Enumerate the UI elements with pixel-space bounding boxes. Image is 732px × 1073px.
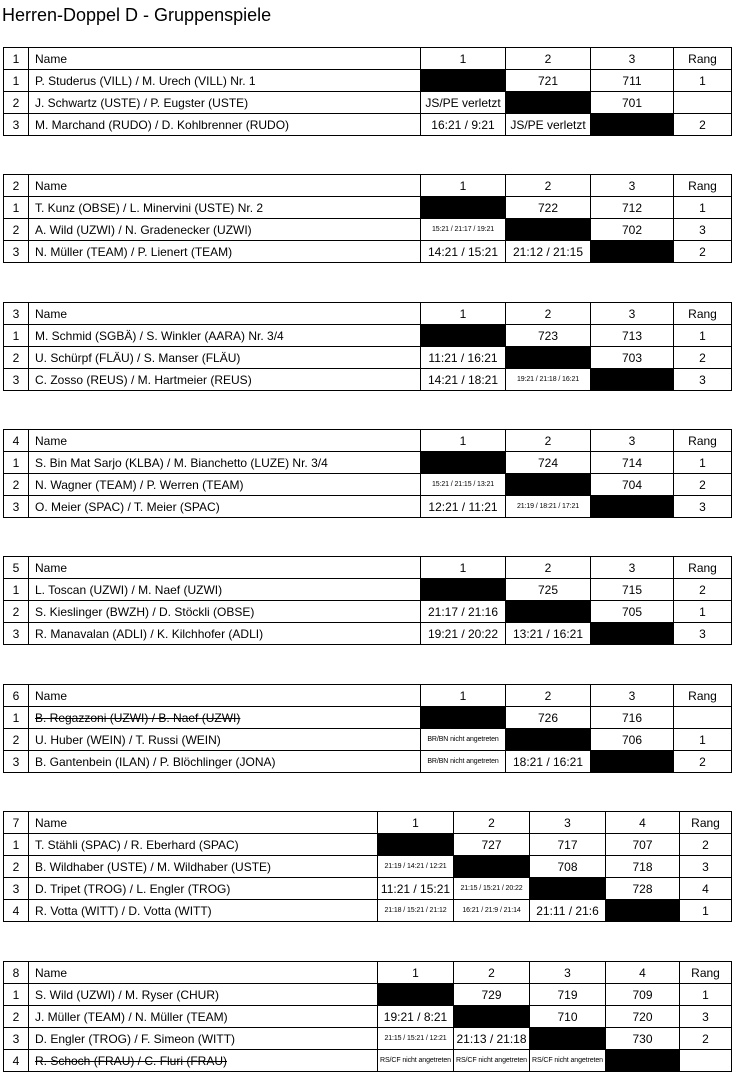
- group-number: 1: [4, 48, 29, 70]
- column-header: 1: [378, 962, 454, 984]
- score-cell: JS/PE verletzt: [421, 92, 506, 114]
- score-cell: 21:19 / 14:21 / 12:21: [378, 856, 454, 878]
- team-name-text: R. Schoch (FRAU) / C. Fluri (FRAU): [35, 1053, 228, 1068]
- table-row: [4, 729, 732, 751]
- rang-cell: 2: [680, 1028, 732, 1050]
- rang-header: Rang: [674, 685, 732, 707]
- score-cell: 11:21 / 16:21: [421, 347, 506, 369]
- rang-cell: 4: [680, 878, 732, 900]
- score-cell: 21:18 / 15:21 / 21:12: [378, 900, 454, 922]
- score-cell: 717: [530, 834, 606, 856]
- column-header: 1: [421, 175, 506, 197]
- team-name-text: R. Votta (WITT) / D. Votta (WITT): [35, 903, 212, 918]
- rang-cell: 2: [674, 474, 732, 496]
- score-cell: 21:12 / 21:15: [506, 241, 591, 263]
- column-header: 1: [421, 685, 506, 707]
- rang-cell: 1: [674, 197, 732, 219]
- team-name-text: S. Bin Mat Sarjo (KLBA) / M. Bianchetto (LUZE) Nr. 3/4: [35, 455, 328, 470]
- group-header-row: [4, 812, 732, 834]
- table-row: [4, 1050, 732, 1072]
- score-cell: 21:19 / 18:21 / 17:21: [506, 496, 591, 518]
- table-row: [4, 856, 732, 878]
- group-number: 5: [4, 557, 29, 579]
- row-position: 2: [4, 729, 29, 751]
- team-name-text: M. Schmid (SGBÄ) / S. Winkler (AARA) Nr. 3/4: [35, 328, 284, 343]
- group-header-row: [4, 430, 732, 452]
- score-cell: 701: [591, 92, 674, 114]
- table-row: [4, 984, 732, 1006]
- score-cell: 18:21 / 16:21: [506, 751, 591, 773]
- column-header: 2: [454, 812, 530, 834]
- rang-cell: 3: [680, 1006, 732, 1028]
- row-position: 3: [4, 496, 29, 518]
- team-name-text: C. Zosso (REUS) / M. Hartmeier (REUS): [35, 372, 252, 387]
- blank-cell: [591, 496, 674, 518]
- column-header: 2: [506, 48, 591, 70]
- blank-cell: [421, 197, 506, 219]
- team-name: [29, 241, 421, 263]
- team-name: [29, 474, 421, 496]
- blank-cell: [530, 878, 606, 900]
- team-name-text: J. Müller (TEAM) / N. Müller (TEAM): [35, 1009, 228, 1024]
- group-header-row: [4, 48, 732, 70]
- team-name: [29, 856, 378, 878]
- row-position: 2: [4, 347, 29, 369]
- group-number: 8: [4, 962, 29, 984]
- row-position: 1: [4, 325, 29, 347]
- blank-cell: [591, 369, 674, 391]
- score-cell: 722: [506, 197, 591, 219]
- column-header: 4: [606, 812, 680, 834]
- table-row: [4, 219, 732, 241]
- team-name-text: B. Gantenbein (ILAN) / P. Blöchlinger (JONA): [35, 754, 276, 769]
- rang-cell: [674, 707, 732, 729]
- column-header: 3: [591, 685, 674, 707]
- rang-cell: 1: [680, 900, 732, 922]
- column-header: 2: [454, 962, 530, 984]
- column-header: 4: [606, 962, 680, 984]
- score-cell: 712: [591, 197, 674, 219]
- score-cell: BR/BN nicht angetreten: [421, 729, 506, 751]
- team-name-text: N. Wagner (TEAM) / P. Werren (TEAM): [35, 477, 244, 492]
- column-header: 3: [591, 303, 674, 325]
- score-cell: 21:17 / 21:16: [421, 601, 506, 623]
- team-name: [29, 707, 421, 729]
- score-cell: 21:13 / 21:18: [454, 1028, 530, 1050]
- team-name-text: T. Stähli (SPAC) / R. Eberhard (SPAC): [35, 837, 239, 852]
- team-name-text: N. Müller (TEAM) / P. Lienert (TEAM): [35, 244, 233, 259]
- team-name: [29, 496, 421, 518]
- score-cell: 719: [530, 984, 606, 1006]
- score-cell: RS/CF nicht angetreten: [454, 1050, 530, 1072]
- name-header: Name: [29, 175, 421, 197]
- score-cell: 709: [606, 984, 680, 1006]
- group-table-3: [3, 302, 732, 391]
- score-cell: 702: [591, 219, 674, 241]
- team-name-text: J. Schwartz (USTE) / P. Eugster (USTE): [35, 95, 249, 110]
- score-cell: 729: [454, 984, 530, 1006]
- row-position: 3: [4, 114, 29, 136]
- row-position: 1: [4, 834, 29, 856]
- table-row: [4, 623, 732, 645]
- score-cell: 716: [591, 707, 674, 729]
- blank-cell: [378, 984, 454, 1006]
- team-name: [29, 623, 421, 645]
- group-number: 2: [4, 175, 29, 197]
- table-row: [4, 347, 732, 369]
- team-name: [29, 70, 421, 92]
- team-name: [29, 1028, 378, 1050]
- column-header: 3: [530, 812, 606, 834]
- rang-cell: 3: [674, 369, 732, 391]
- column-header: 2: [506, 430, 591, 452]
- rang-cell: 2: [674, 347, 732, 369]
- row-position: 1: [4, 70, 29, 92]
- score-cell: 13:21 / 16:21: [506, 623, 591, 645]
- rang-cell: 2: [674, 241, 732, 263]
- table-row: [4, 325, 732, 347]
- score-cell: 705: [591, 601, 674, 623]
- blank-cell: [591, 114, 674, 136]
- table-row: [4, 197, 732, 219]
- page-title: Herren-Doppel D - Gruppenspiele: [2, 5, 272, 25]
- score-cell: 19:21 / 8:21: [378, 1006, 454, 1028]
- team-name-text: O. Meier (SPAC) / T. Meier (SPAC): [35, 499, 220, 514]
- score-cell: 706: [591, 729, 674, 751]
- score-cell: JS/PE verletzt: [506, 114, 591, 136]
- team-name-text: P. Studerus (VILL) / M. Urech (VILL) Nr. 1: [35, 73, 256, 88]
- team-name: [29, 347, 421, 369]
- score-cell: 14:21 / 18:21: [421, 369, 506, 391]
- row-position: 2: [4, 601, 29, 623]
- row-position: 4: [4, 900, 29, 922]
- row-position: 3: [4, 369, 29, 391]
- score-cell: 714: [591, 452, 674, 474]
- blank-cell: [378, 834, 454, 856]
- row-position: 1: [4, 707, 29, 729]
- blank-cell: [606, 1050, 680, 1072]
- row-position: 3: [4, 623, 29, 645]
- column-header: 1: [378, 812, 454, 834]
- rang-header: Rang: [680, 812, 732, 834]
- rang-header: Rang: [674, 557, 732, 579]
- group-number: 3: [4, 303, 29, 325]
- rang-cell: 1: [674, 601, 732, 623]
- rang-cell: [680, 1050, 732, 1072]
- score-cell: 708: [530, 856, 606, 878]
- score-cell: 710: [530, 1006, 606, 1028]
- team-name-text: S. Kieslinger (BWZH) / D. Stöckli (OBSE): [35, 604, 255, 619]
- team-name-text: U. Schürpf (FLÄU) / S. Manser (FLÄU): [35, 350, 241, 365]
- team-name: [29, 325, 421, 347]
- group-table-5: [3, 556, 732, 645]
- score-cell: 11:21 / 15:21: [378, 878, 454, 900]
- rang-cell: 1: [674, 325, 732, 347]
- score-cell: 727: [454, 834, 530, 856]
- blank-cell: [591, 623, 674, 645]
- group-number: 6: [4, 685, 29, 707]
- team-name-text: B. Regazzoni (UZWI) / B. Naef (UZWI): [35, 710, 241, 725]
- row-position: 3: [4, 751, 29, 773]
- column-header: 3: [530, 962, 606, 984]
- table-row: [4, 601, 732, 623]
- score-cell: 721: [506, 70, 591, 92]
- team-name-text: R. Manavalan (ADLI) / K. Kilchhofer (ADLI): [35, 626, 264, 641]
- score-cell: 715: [591, 579, 674, 601]
- blank-cell: [506, 219, 591, 241]
- team-name: [29, 729, 421, 751]
- group-table-1: [3, 47, 732, 136]
- team-name-text: S. Wild (UZWI) / M. Ryser (CHUR): [35, 987, 219, 1002]
- team-name-text: D. Tripet (TROG) / L. Engler (TROG): [35, 881, 231, 896]
- score-cell: 21:15 / 15:21 / 20:22: [454, 878, 530, 900]
- score-cell: 723: [506, 325, 591, 347]
- table-row: [4, 241, 732, 263]
- column-header: 3: [591, 557, 674, 579]
- blank-cell: [421, 579, 506, 601]
- rang-cell: 3: [674, 219, 732, 241]
- rang-cell: 2: [674, 114, 732, 136]
- team-name-text: D. Engler (TROG) / F. Simeon (WITT): [35, 1031, 236, 1046]
- row-position: 2: [4, 219, 29, 241]
- score-cell: RS/CF nicht angetreten: [378, 1050, 454, 1072]
- column-header: 2: [506, 685, 591, 707]
- table-row: [4, 496, 732, 518]
- blank-cell: [506, 347, 591, 369]
- row-position: 2: [4, 856, 29, 878]
- team-name: [29, 452, 421, 474]
- group-number: 7: [4, 812, 29, 834]
- team-name: [29, 984, 378, 1006]
- table-row: [4, 751, 732, 773]
- table-row: [4, 707, 732, 729]
- row-position: 2: [4, 92, 29, 114]
- score-cell: 21:11 / 21:6: [530, 900, 606, 922]
- rang-cell: [674, 92, 732, 114]
- table-row: [4, 1028, 732, 1050]
- column-header: 2: [506, 557, 591, 579]
- table-row: [4, 70, 732, 92]
- score-cell: 725: [506, 579, 591, 601]
- table-row: [4, 900, 732, 922]
- group-table-7: [3, 811, 732, 922]
- blank-cell: [506, 601, 591, 623]
- table-row: [4, 878, 732, 900]
- team-name: [29, 92, 421, 114]
- team-name: [29, 601, 421, 623]
- rang-header: Rang: [674, 303, 732, 325]
- table-row: [4, 474, 732, 496]
- name-header: Name: [29, 685, 421, 707]
- rang-cell: 1: [674, 452, 732, 474]
- rang-cell: 2: [674, 579, 732, 601]
- score-cell: 16:21 / 21:9 / 21:14: [454, 900, 530, 922]
- rang-cell: 3: [680, 856, 732, 878]
- group-header-row: [4, 175, 732, 197]
- group-table-4: [3, 429, 732, 518]
- team-name: [29, 1050, 378, 1072]
- score-cell: 728: [606, 878, 680, 900]
- group-table-6: [3, 684, 732, 773]
- score-cell: 724: [506, 452, 591, 474]
- blank-cell: [421, 707, 506, 729]
- team-name-text: B. Wildhaber (USTE) / M. Wildhaber (USTE): [35, 859, 272, 874]
- team-name: [29, 197, 421, 219]
- team-name-text: L. Toscan (UZWI) / M. Naef (UZWI): [35, 582, 223, 597]
- rang-header: Rang: [674, 175, 732, 197]
- rang-cell: 3: [674, 496, 732, 518]
- score-cell: 711: [591, 70, 674, 92]
- table-row: [4, 369, 732, 391]
- name-header: Name: [29, 430, 421, 452]
- row-position: 2: [4, 1006, 29, 1028]
- column-header: 3: [591, 175, 674, 197]
- score-cell: 15:21 / 21:15 / 13:21: [421, 474, 506, 496]
- score-cell: 19:21 / 21:18 / 16:21: [506, 369, 591, 391]
- name-header: Name: [29, 48, 421, 70]
- score-cell: 718: [606, 856, 680, 878]
- name-header: Name: [29, 557, 421, 579]
- blank-cell: [421, 70, 506, 92]
- column-header: 1: [421, 430, 506, 452]
- row-position: 1: [4, 197, 29, 219]
- blank-cell: [454, 1006, 530, 1028]
- blank-cell: [606, 900, 680, 922]
- table-row: [4, 114, 732, 136]
- rang-cell: 1: [674, 729, 732, 751]
- name-header: Name: [29, 303, 421, 325]
- team-name: [29, 219, 421, 241]
- team-name: [29, 834, 378, 856]
- team-name-text: T. Kunz (OBSE) / L. Minervini (USTE) Nr. 2: [35, 200, 264, 215]
- table-row: [4, 579, 732, 601]
- table-row: [4, 834, 732, 856]
- team-name: [29, 369, 421, 391]
- team-name: [29, 114, 421, 136]
- blank-cell: [506, 474, 591, 496]
- score-cell: 720: [606, 1006, 680, 1028]
- rang-cell: 2: [674, 751, 732, 773]
- team-name: [29, 900, 378, 922]
- group-number: 4: [4, 430, 29, 452]
- score-cell: 14:21 / 15:21: [421, 241, 506, 263]
- score-cell: RS/CF nicht angetreten: [530, 1050, 606, 1072]
- column-header: 2: [506, 303, 591, 325]
- row-position: 3: [4, 241, 29, 263]
- row-position: 1: [4, 579, 29, 601]
- table-row: [4, 452, 732, 474]
- score-cell: 713: [591, 325, 674, 347]
- rang-cell: 1: [680, 984, 732, 1006]
- row-position: 3: [4, 878, 29, 900]
- column-header: 2: [506, 175, 591, 197]
- row-position: 4: [4, 1050, 29, 1072]
- group-header-row: [4, 303, 732, 325]
- score-cell: 703: [591, 347, 674, 369]
- score-cell: 730: [606, 1028, 680, 1050]
- column-header: 1: [421, 48, 506, 70]
- team-name: [29, 878, 378, 900]
- table-row: [4, 92, 732, 114]
- team-name: [29, 579, 421, 601]
- team-name-text: M. Marchand (RUDO) / D. Kohlbrenner (RUDO): [35, 117, 290, 132]
- score-cell: 12:21 / 11:21: [421, 496, 506, 518]
- rang-header: Rang: [674, 430, 732, 452]
- group-header-row: [4, 962, 732, 984]
- column-header: 3: [591, 430, 674, 452]
- score-cell: 15:21 / 21:17 / 19:21: [421, 219, 506, 241]
- score-cell: 16:21 / 9:21: [421, 114, 506, 136]
- score-cell: 19:21 / 20:22: [421, 623, 506, 645]
- score-cell: 707: [606, 834, 680, 856]
- group-table-2: [3, 174, 732, 263]
- blank-cell: [506, 92, 591, 114]
- score-cell: 726: [506, 707, 591, 729]
- blank-cell: [454, 856, 530, 878]
- row-position: 1: [4, 452, 29, 474]
- row-position: 1: [4, 984, 29, 1006]
- column-header: 3: [591, 48, 674, 70]
- team-name-text: A. Wild (UZWI) / N. Gradenecker (UZWI): [35, 222, 252, 237]
- score-cell: BR/BN nicht angetreten: [421, 751, 506, 773]
- rang-cell: 3: [674, 623, 732, 645]
- name-header: Name: [29, 962, 378, 984]
- score-cell: 704: [591, 474, 674, 496]
- blank-cell: [421, 452, 506, 474]
- column-header: 1: [421, 557, 506, 579]
- blank-cell: [421, 325, 506, 347]
- group-header-row: [4, 557, 732, 579]
- rang-cell: 2: [680, 834, 732, 856]
- group-header-row: [4, 685, 732, 707]
- row-position: 3: [4, 1028, 29, 1050]
- row-position: 2: [4, 474, 29, 496]
- table-row: [4, 1006, 732, 1028]
- team-name: [29, 751, 421, 773]
- rang-header: Rang: [674, 48, 732, 70]
- rang-cell: 1: [674, 70, 732, 92]
- rang-header: Rang: [680, 962, 732, 984]
- team-name-text: U. Huber (WEIN) / T. Russi (WEIN): [35, 732, 221, 747]
- blank-cell: [530, 1028, 606, 1050]
- team-name: [29, 1006, 378, 1028]
- column-header: 1: [421, 303, 506, 325]
- group-table-8: [3, 961, 732, 1072]
- name-header: Name: [29, 812, 378, 834]
- blank-cell: [591, 751, 674, 773]
- blank-cell: [506, 729, 591, 751]
- blank-cell: [591, 241, 674, 263]
- score-cell: 21:15 / 15:21 / 12:21: [378, 1028, 454, 1050]
